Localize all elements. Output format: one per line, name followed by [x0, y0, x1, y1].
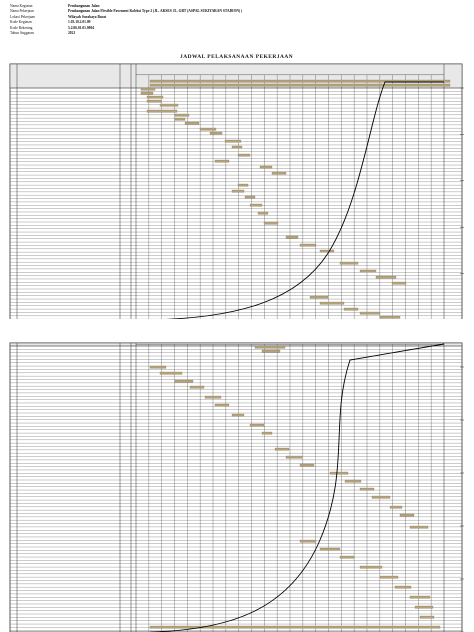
activity-bar	[160, 372, 182, 374]
activity-bar	[150, 366, 166, 368]
header-key: Nama Pekerjaan	[10, 9, 34, 14]
activity-bar	[320, 548, 340, 550]
activity-bar	[272, 172, 286, 174]
activity-bar	[225, 140, 241, 142]
header-value: 5.2.06.01.01.0004	[68, 25, 95, 30]
activity-bar	[141, 92, 153, 94]
activity-bar	[360, 270, 376, 272]
activity-bar	[258, 212, 268, 214]
activity-bar	[340, 262, 358, 264]
sheet-border	[10, 343, 462, 632]
activity-bar	[260, 166, 272, 168]
activity-bar	[300, 540, 316, 542]
header-key: Lokasi Pekerjaan	[10, 14, 35, 19]
activity-bar	[147, 96, 163, 98]
activity-bar	[200, 128, 216, 130]
activity-bar	[410, 526, 428, 528]
header-key: Nama Kegiatan	[10, 4, 33, 8]
header-key: Kode Kegiatan	[10, 20, 32, 25]
activity-bar	[376, 276, 396, 278]
activity-bar	[190, 386, 204, 388]
header-value: Wilayah Surabaya Barat	[68, 14, 107, 19]
activity-bar	[238, 154, 250, 156]
schedule-title: JADWAL PELAKSANAAN PEKERJAAN	[180, 54, 294, 60]
activity-bar	[215, 404, 229, 406]
activity-bar	[372, 496, 390, 498]
activity-bar	[410, 596, 430, 598]
header-key: Kode Rekening	[10, 25, 33, 30]
activity-bar	[262, 350, 280, 352]
activity-bar	[141, 88, 155, 90]
activity-bar	[390, 506, 402, 508]
activity-bar	[275, 448, 289, 450]
header-value: 1.03.10.2.01.09	[68, 20, 91, 25]
activity-bar	[232, 414, 244, 416]
activity-bar	[147, 110, 177, 112]
activity-bar	[150, 84, 450, 86]
activity-bar	[400, 514, 414, 516]
activity-bar	[286, 236, 298, 238]
activity-bar	[215, 160, 229, 162]
activity-bar	[232, 146, 242, 148]
activity-bar	[344, 308, 358, 310]
activity-bar	[320, 302, 344, 304]
page-break	[0, 319, 474, 342]
activity-bar	[250, 424, 264, 426]
activity-bar	[330, 472, 348, 474]
activity-bar	[205, 396, 221, 398]
header-value: 2021	[68, 31, 76, 36]
activity-bar	[340, 556, 354, 558]
activity-bar	[392, 282, 406, 284]
activity-bar	[175, 380, 193, 382]
header-key: Tahun Anggaran	[10, 31, 34, 36]
activity-bar	[300, 244, 316, 246]
activity-bar	[380, 576, 398, 578]
activity-bar	[160, 104, 178, 106]
activity-bar	[210, 132, 222, 134]
activity-bar	[345, 480, 361, 482]
activity-bar	[150, 626, 440, 628]
activity-bar	[250, 204, 262, 206]
activity-bar	[395, 586, 411, 588]
activity-bar	[415, 606, 433, 608]
activity-bar	[147, 100, 161, 102]
activity-bar	[360, 488, 374, 490]
activity-bar	[262, 432, 272, 434]
activity-bar	[175, 118, 185, 120]
activity-bar	[255, 346, 285, 348]
activity-bar	[360, 312, 380, 314]
activity-bar	[320, 250, 334, 252]
activity-bar	[310, 296, 328, 298]
activity-bar	[420, 616, 434, 618]
activity-bar	[300, 464, 314, 466]
activity-bar	[245, 196, 255, 198]
header-value: Pembangunan Jalan	[68, 4, 100, 8]
activity-bar	[232, 190, 244, 192]
activity-bar	[286, 456, 302, 458]
activity-bar	[238, 184, 248, 186]
activity-bar	[175, 114, 189, 116]
header-value: Pembangunan Jalan Flexible Pavement Koleksi Type 2 (JL. AKSES JL. GBT (ASPAL SUKIYARAN STADION) )	[68, 9, 243, 14]
activity-bar	[185, 122, 199, 124]
activity-bar	[360, 566, 382, 568]
activity-bar	[264, 222, 278, 224]
